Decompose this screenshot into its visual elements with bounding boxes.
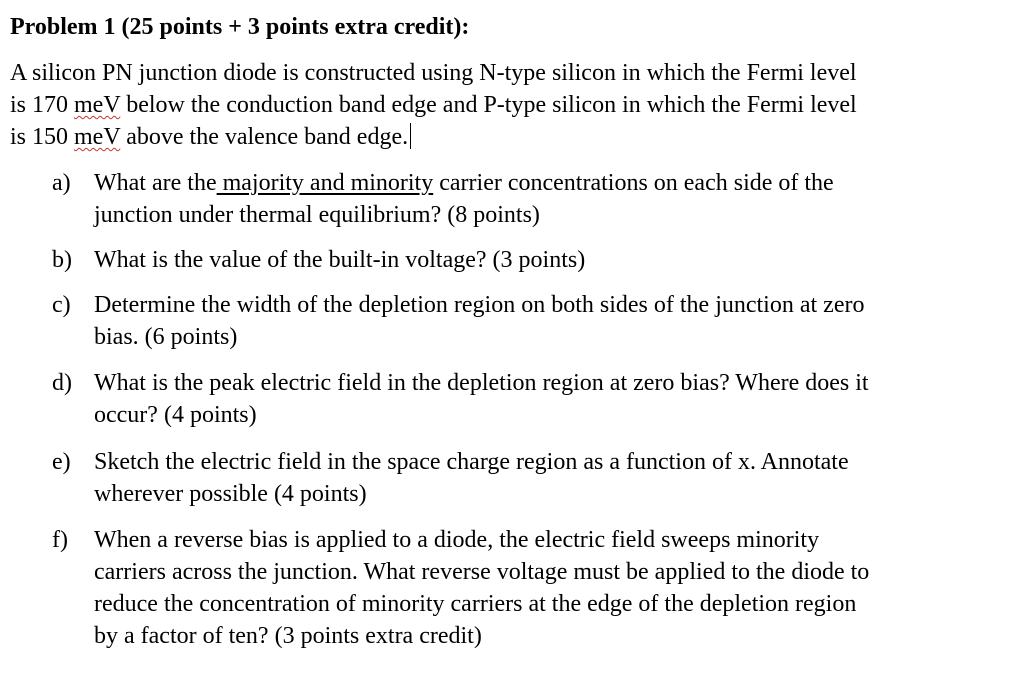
question-line: wherever possible (4 points) (94, 481, 367, 507)
underlined-phrase: majority and minority (216, 170, 434, 196)
question-line: Determine the width of the depletion region on both sides of the junction at zero (94, 292, 865, 318)
question-line: Sketch the electric field in the space charge region as a function of x. Annotate (94, 449, 849, 475)
statement-line-2-start: is 170 (10, 92, 75, 118)
question-text-start: What are the (94, 170, 217, 196)
spellcheck-unit-mev[interactable]: meV (74, 124, 121, 150)
question-line: reduce the concentration of minority carriers at the edge of the depletion region (94, 591, 857, 617)
statement-line-3-end: above the valence band edge. (120, 124, 409, 150)
statement-line-2 (10, 89, 1010, 121)
question-line: What is the peak electric field in the depletion region at zero bias? Where does it (94, 370, 869, 396)
question-text-end: carrier concentrations on each side of the (433, 170, 834, 196)
statement-line-3 (10, 121, 1010, 153)
question-marker: a) (52, 170, 71, 196)
question-line: What is the value of the built-in voltage? (3 points) (94, 247, 586, 273)
spellcheck-unit-mev[interactable]: meV (74, 92, 121, 118)
question-text (94, 167, 1004, 231)
question-marker: f) (52, 527, 68, 553)
question-text (94, 244, 1004, 276)
question-line: carriers across the junction. What reverse voltage must be applied to the diode to (94, 559, 870, 585)
question-text (94, 524, 1004, 652)
question-line: junction under thermal equilibrium? (8 points) (94, 202, 540, 228)
statement-line-1: A silicon PN junction diode is constructed using N-type silicon in which the Fermi level (10, 60, 857, 86)
statement-line-3-start: is 150 (10, 124, 75, 150)
question-line (94, 167, 1004, 199)
question-line: by a factor of ten? (3 points extra credit) (94, 623, 482, 649)
question-line: When a reverse bias is applied to a diode, the electric field sweeps minority (94, 527, 820, 553)
problem-statement (10, 57, 1010, 153)
question-text (94, 289, 1004, 353)
question-text (94, 367, 1004, 431)
question-marker: d) (52, 370, 72, 396)
problem-title: Problem 1 (25 points + 3 points extra credit): (10, 14, 470, 40)
question-marker: e) (52, 449, 71, 475)
text-cursor (410, 123, 411, 149)
statement-line-2-end: below the conduction band edge and P-type silicon in which the Fermi level (120, 92, 857, 118)
question-line: bias. (6 points) (94, 324, 238, 350)
question-marker: c) (52, 292, 71, 318)
question-text (94, 446, 1004, 510)
question-marker: b) (52, 247, 72, 273)
question-line: occur? (4 points) (94, 402, 257, 428)
